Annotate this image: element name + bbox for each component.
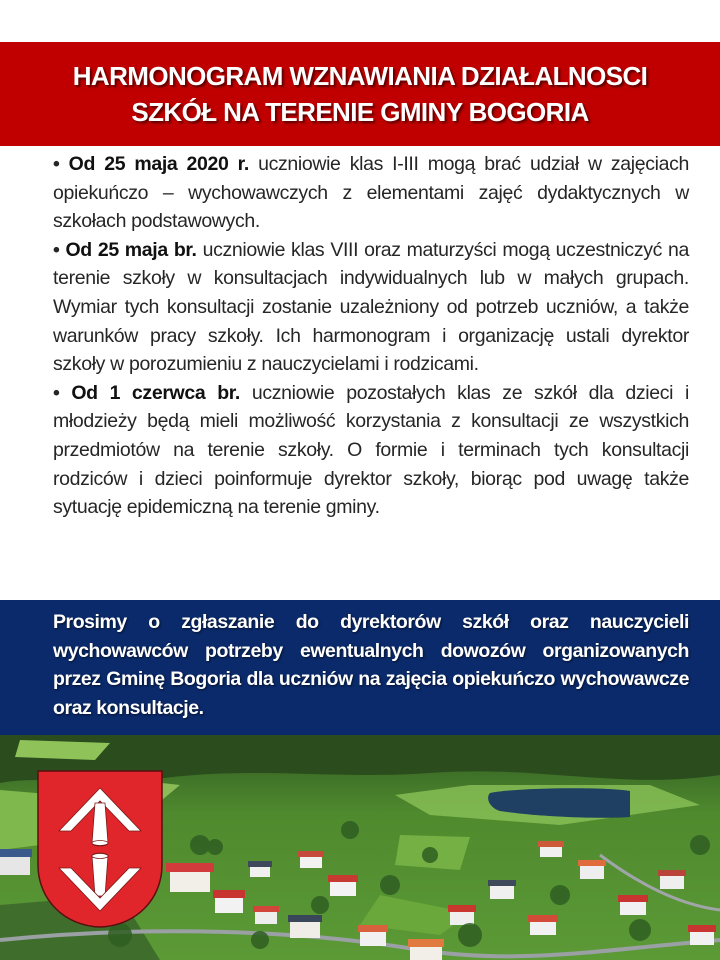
bullet-item-1	[53, 150, 689, 236]
bullet-item-2	[53, 236, 689, 379]
title-banner	[0, 42, 720, 146]
bullet-icon: •	[53, 381, 60, 404]
schedule-body	[53, 150, 689, 522]
bullet-text: uczniowie klas VIII oraz maturzyści mogą uczestniczyć na terenie szkoły w konsultacjach indywidualnych lub w małych grupach. Wymiar tych konsultacji zostanie uzależniony od potrzeb uczniów, a także warunków pracy szkoły. Ich harmonogram i organizację ustali dyrektor szkoły w porozumieniu z nauczycielami i rodzicami.	[53, 238, 689, 376]
bullet-lead-date: Od 25 maja 2020 r.	[68, 153, 249, 175]
bullet-item-3	[53, 379, 689, 522]
bullet-icon: •	[53, 238, 60, 261]
bullet-icon: •	[53, 153, 60, 175]
page-title-line-1: HARMONOGRAM WZNAWIANIA DZIAŁALNOSCI	[72, 61, 648, 91]
transport-notice: Prosimy o zgłaszanie do dyrektorów szkół oraz nauczycieli wychowawców potrzeby ewentualnych dowozów organizowanych przez Gminę Bogoria dla uczniów na zajęcia opiekuńczo wychowawcze oraz konsultacje.	[53, 611, 689, 719]
bullet-text: uczniowie klas I-III mogą brać udział w zajęciach opiekuńczo – wychowawczych z elementami zajęć dydaktycznych w szkołach podstawowych.	[53, 153, 689, 233]
coat-of-arms-icon	[37, 770, 163, 928]
page-title-line-2: SZKÓŁ NA TERENIE GMINY BOGORIA	[131, 97, 589, 127]
bullet-lead-date: Od 1 czerwca br.	[71, 381, 241, 404]
notice-band	[0, 600, 720, 735]
bullet-text: uczniowie pozostałych klas ze szkół dla dzieci i młodzieży będą mieli możliwość korzystania z konsultacji ze wszystkich przedmiotów na terenie szkoły. O formie i terminach tych konsultacji rodziców i dzieci poinformuje dyrektor szkoły, biorąc pod uwagę także sytuację epidemiczną na terenie gminy.	[53, 381, 689, 519]
bullet-lead-date: Od 25 maja br.	[65, 238, 197, 261]
